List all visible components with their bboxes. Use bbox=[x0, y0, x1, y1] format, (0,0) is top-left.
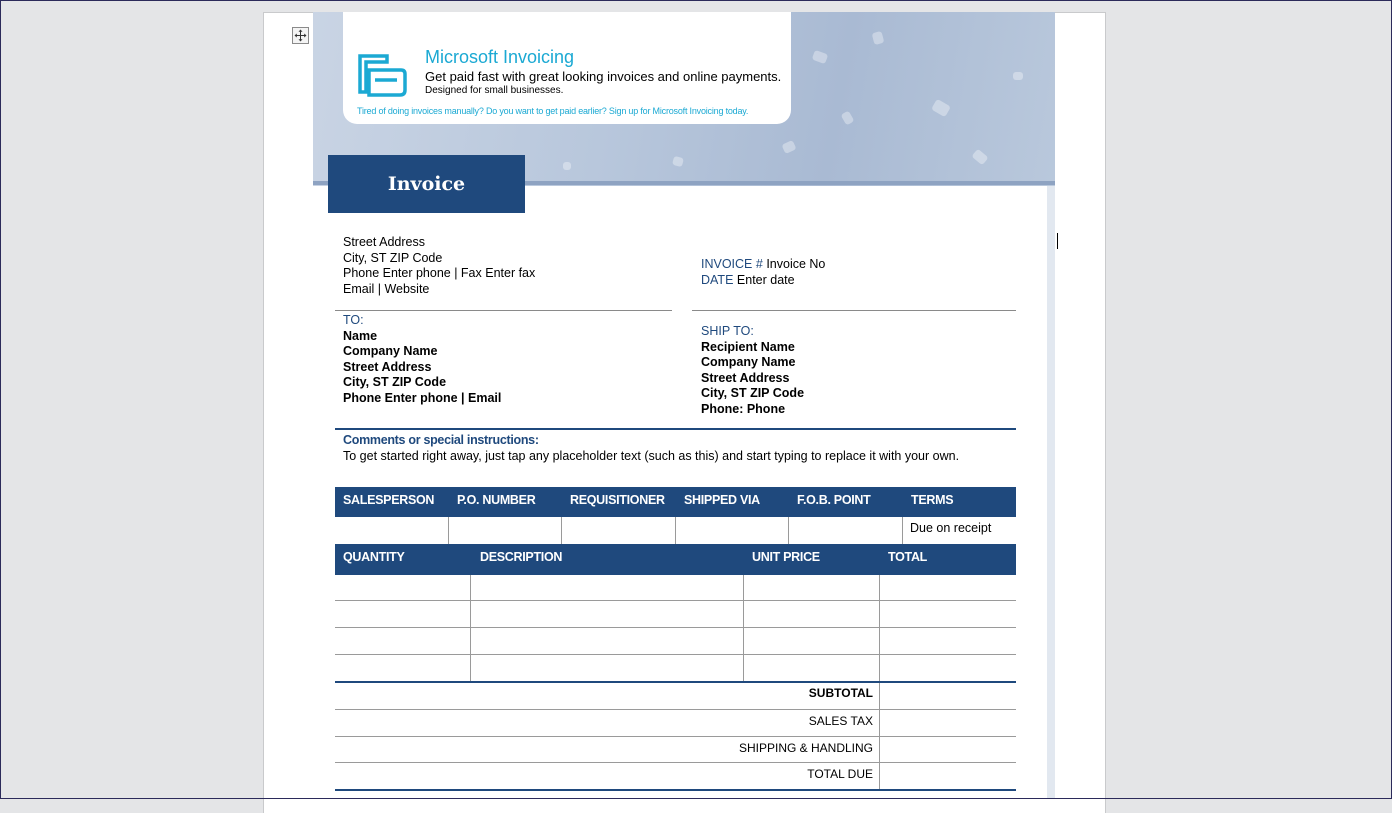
grid-line bbox=[788, 517, 789, 544]
to-name[interactable]: Name bbox=[343, 329, 378, 343]
grid-line bbox=[879, 683, 880, 789]
header-description: DESCRIPTION bbox=[480, 550, 563, 564]
shipping-label: SHIPPING & HANDLING bbox=[738, 741, 873, 755]
promo-tagline: Designed for small businesses. bbox=[425, 85, 564, 96]
sender-street[interactable]: Street Address bbox=[343, 235, 425, 249]
comments-text[interactable]: To get started right away, just tap any placeholder text (such as this) and start typing to replace it with your own. bbox=[343, 449, 960, 463]
invoice-title: Invoice bbox=[328, 155, 525, 213]
grid-line bbox=[902, 517, 903, 544]
terms-value[interactable]: Due on receipt bbox=[910, 521, 992, 535]
header-fob-point: F.O.B. POINT bbox=[797, 493, 871, 507]
to-city[interactable]: City, ST ZIP Code bbox=[343, 375, 447, 389]
to-street[interactable]: Street Address bbox=[343, 360, 432, 374]
page-margin-strip bbox=[1047, 186, 1055, 799]
table-row bbox=[335, 654, 1016, 655]
ship-to-name[interactable]: Recipient Name bbox=[701, 340, 795, 354]
invoice-number-label: INVOICE # bbox=[701, 257, 763, 271]
table-row bbox=[335, 709, 1016, 710]
ship-to-label: SHIP TO: bbox=[701, 324, 754, 338]
sender-email-web[interactable]: Email | Website bbox=[343, 282, 430, 296]
divider bbox=[335, 681, 1016, 683]
header-unit-price: UNIT PRICE bbox=[752, 550, 820, 564]
comments-label: Comments or special instructions: bbox=[343, 433, 539, 447]
table-move-handle-icon[interactable] bbox=[292, 27, 309, 44]
invoice-date-value[interactable]: Enter date bbox=[736, 273, 795, 287]
total-due-label: TOTAL DUE bbox=[807, 767, 873, 781]
ship-to-phone[interactable]: Phone: Phone bbox=[701, 402, 786, 416]
divider bbox=[335, 310, 672, 311]
ship-to-city[interactable]: City, ST ZIP Code bbox=[701, 386, 805, 400]
to-phone-email[interactable]: Phone Enter phone | Email bbox=[343, 391, 502, 405]
sales-tax-label: SALES TAX bbox=[808, 714, 873, 728]
invoice-number-value[interactable]: Invoice No bbox=[766, 257, 826, 271]
text-cursor bbox=[1057, 233, 1058, 249]
promo-title: Microsoft Invoicing bbox=[425, 47, 575, 67]
invoice-logo-icon bbox=[357, 52, 407, 103]
ship-to-company[interactable]: Company Name bbox=[701, 355, 796, 369]
header-requisitioner: REQUISITIONER bbox=[570, 493, 665, 507]
header-shipped-via: SHIPPED VIA bbox=[684, 493, 760, 507]
promo-subtitle: Get paid fast with great looking invoices and online payments. bbox=[425, 69, 782, 84]
header-salesperson: SALESPERSON bbox=[343, 493, 435, 507]
invoice-date-row bbox=[701, 273, 795, 289]
ship-to-street[interactable]: Street Address bbox=[701, 371, 790, 385]
header-terms: TERMS bbox=[911, 493, 954, 507]
invoice-date-label: DATE bbox=[701, 273, 734, 287]
sender-city[interactable]: City, ST ZIP Code bbox=[343, 251, 443, 265]
table-row bbox=[335, 627, 1016, 628]
grid-line bbox=[675, 517, 676, 544]
grid-line bbox=[470, 575, 471, 681]
header-po-number: P.O. NUMBER bbox=[457, 493, 536, 507]
table-row bbox=[335, 736, 1016, 737]
divider bbox=[335, 789, 1016, 791]
header-quantity: QUANTITY bbox=[343, 550, 405, 564]
grid-line bbox=[743, 575, 744, 681]
header-total: TOTAL bbox=[888, 550, 928, 564]
table-row bbox=[335, 762, 1016, 763]
to-company[interactable]: Company Name bbox=[343, 344, 438, 358]
grid-line bbox=[561, 517, 562, 544]
grid-line bbox=[879, 575, 880, 681]
promo-signup-link[interactable]: Tired of doing invoices manually? Do you want to get paid earlier? Sign up for Microsoft Invoicing today. bbox=[357, 106, 749, 116]
grid-line bbox=[448, 517, 449, 544]
subtotal-label: SUBTOTAL bbox=[808, 686, 873, 700]
to-label: TO: bbox=[343, 313, 364, 327]
table-row bbox=[335, 600, 1016, 601]
invoice-number-row bbox=[701, 257, 825, 273]
divider bbox=[692, 310, 1016, 311]
divider bbox=[335, 428, 1016, 430]
sender-phone-fax[interactable]: Phone Enter phone | Fax Enter fax bbox=[343, 266, 536, 280]
